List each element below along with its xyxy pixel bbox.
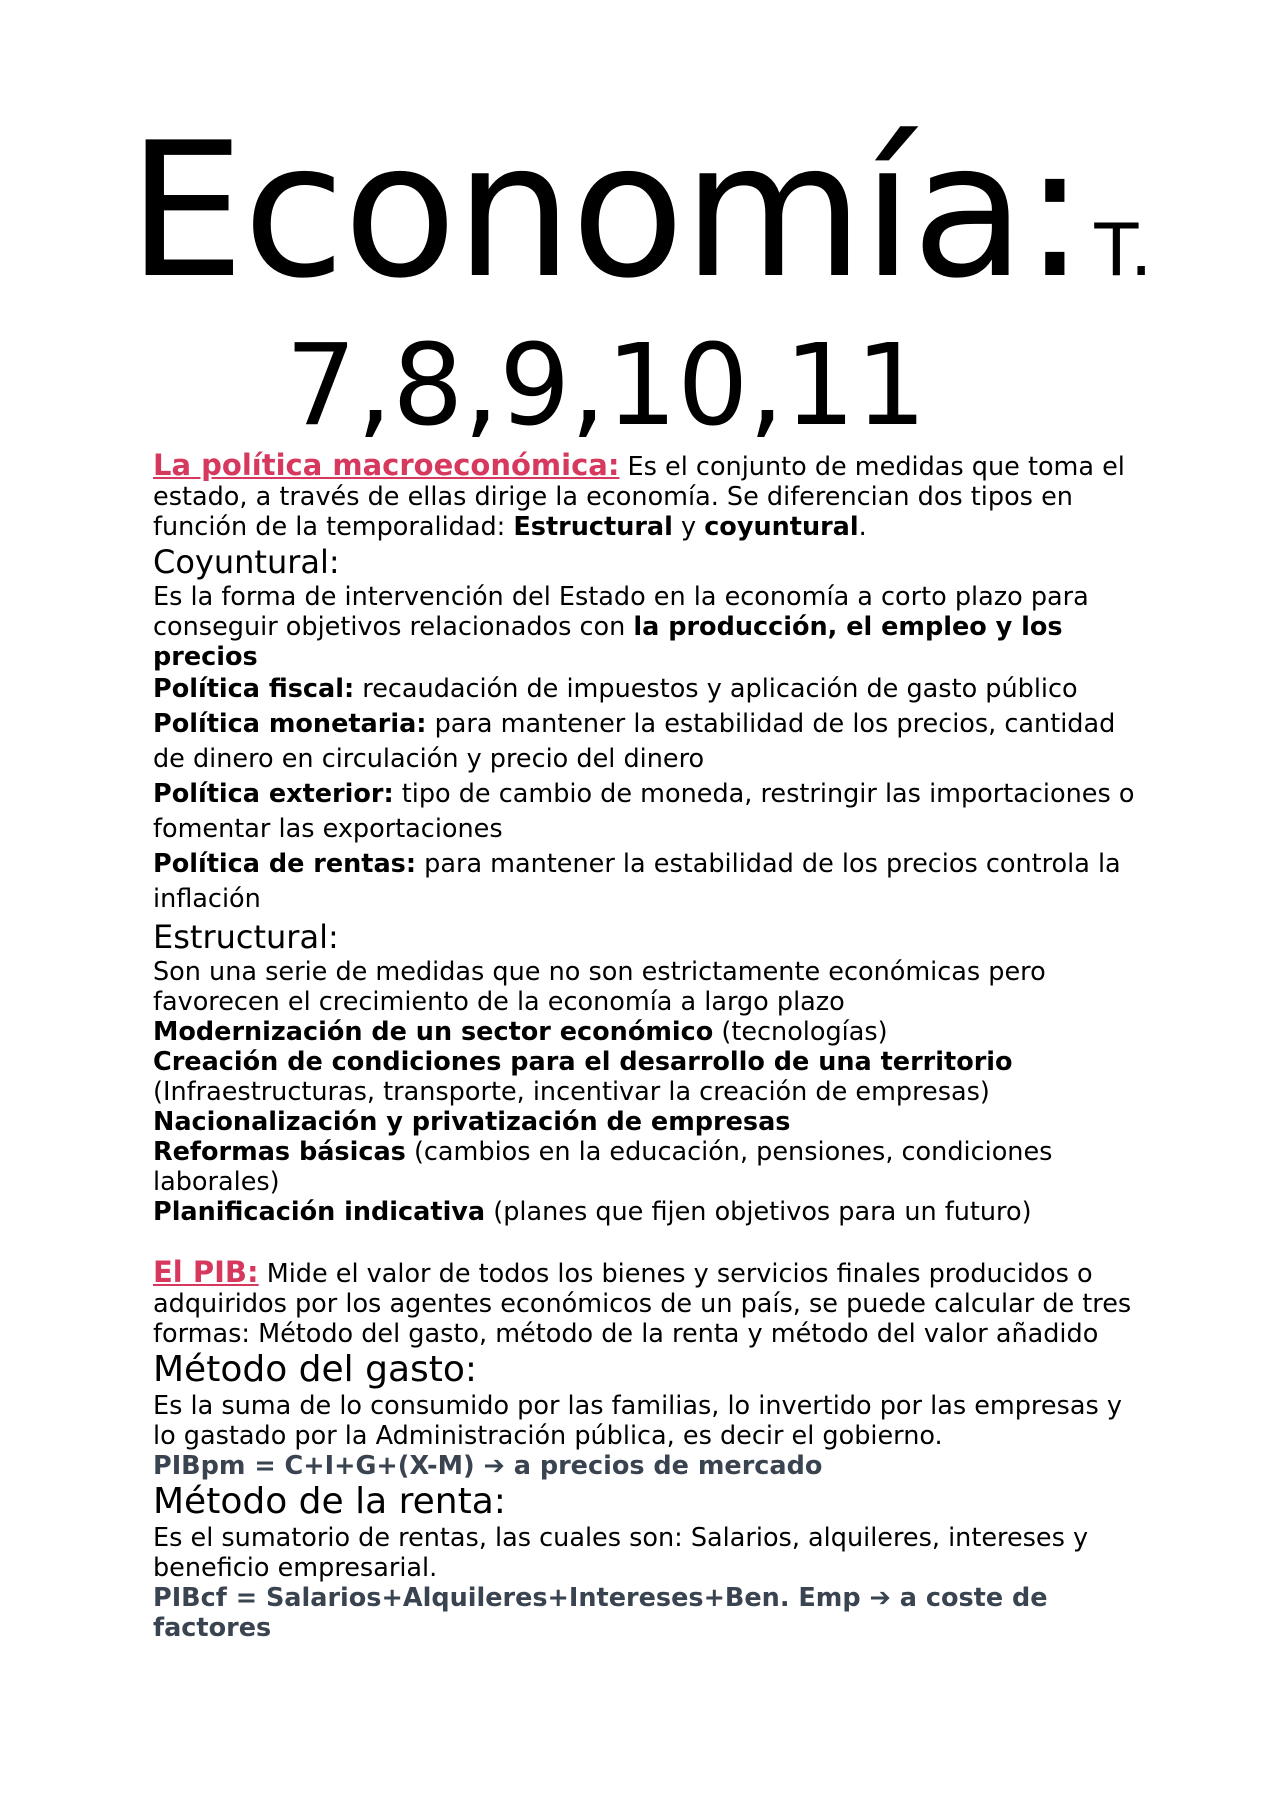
pib-paragraph [153,1257,1143,1349]
intro-heading: La política macroeconómica: [153,448,620,482]
intro-end: . [858,512,867,542]
estructural-heading: Estructural: [153,918,339,956]
item-desc: recaudación de impuestos y aplicación de gasto público [354,674,1078,704]
gasto-text: Es la suma de lo consumido por las familias, lo invertido por las empresas y lo gastado por la Administración pública, es decir el gobierno. [153,1391,1122,1451]
estructural-text: Son una serie de medidas que no son estrictamente económicas pero favorecen el crecimiento de la economía a largo plazo [153,957,1046,1017]
coyuntural-item [153,847,1143,917]
document-body [153,450,1143,1643]
estructural-item [153,1017,1143,1047]
item-desc: para mantener la estabilidad de los precios controla la inflación [153,849,1121,914]
coyuntural-text [153,582,1143,672]
coyuntural-text-bold: la producción, el empleo y los precios [153,612,1063,672]
item-desc: (tecnologías) [713,1017,888,1047]
estructural-item [153,1107,1143,1137]
pib-heading: El PIB: [153,1255,259,1289]
intro-text: Es el conjunto de medidas que toma el estado, a través de ellas dirige la economía. Se diferencian dos tipos en función de la temporalidad: [153,452,1125,542]
renta-heading: Método de la renta: [153,1481,506,1522]
intro-bold-coyuntural: coyuntural [704,512,859,542]
item-desc: (Infraestructuras, transporte, incentivar la creación de empresas) [153,1077,990,1107]
item-term: Reformas básicas [153,1137,406,1167]
title-topics: 7,8,9,10,11 [285,321,927,451]
title-main: Economía: [127,102,1085,319]
item-term: Política monetaria: [153,709,427,739]
renta-text: Es el sumatorio de rentas, las cuales son: Salarios, alquileres, intereses y beneficio empresarial. [153,1523,1089,1583]
item-term: Política exterior: [153,779,394,809]
item-term: Creación de condiciones para el desarrollo de una territorio [153,1047,1013,1077]
intro-bold-estructural: Estructural [513,512,673,542]
title-suffix: T. [1094,208,1153,292]
item-desc: para mantener la estabilidad de los precios, cantidad de dinero en circulación y precio del dinero [153,709,1116,774]
item-term: Nacionalización y privatización de empresas [153,1107,791,1137]
pib-text: Mide el valor de todos los bienes y servicios finales producidos o adquiridos por los agentes económicos de un país, se puede calcular de tres formas: Método del gasto, método de la renta y método del valor añadido [153,1259,1132,1349]
gasto-heading: Método del gasto: [153,1349,478,1390]
item-term: Política de rentas: [153,849,417,879]
intro-paragraph [153,450,1143,542]
estructural-item [153,1047,1143,1107]
coyuntural-item [153,777,1143,847]
estructural-item [153,1137,1143,1197]
intro-mid: y [672,512,705,542]
item-desc: tipo de cambio de moneda, restringir las importaciones o fomentar las exportaciones [153,779,1135,844]
item-term: Política fiscal: [153,674,355,704]
page-title [0,102,1280,319]
item-term: Planificación indicativa [153,1197,486,1227]
gasto-formula: PIBpm = C+I+G+(X-M) ➔ a precios de mercado [153,1451,823,1481]
spacer [153,1227,1143,1257]
coyuntural-heading: Coyuntural: [153,543,340,581]
item-term: Modernización de un sector económico [153,1017,714,1047]
coyuntural-item [153,672,1143,707]
coyuntural-text-body: Es la forma de intervención del Estado en la economía a corto plazo para conseguir objetivos relacionados con [153,582,1089,642]
item-desc: (planes que fijen objetivos para un futuro) [485,1197,1032,1227]
coyuntural-item [153,707,1143,777]
item-desc: (cambios en la educación, pensiones, condiciones laborales) [153,1137,1053,1197]
renta-formula: PIBcf = Salarios+Alquileres+Intereses+Ben. Emp ➔ a coste de factores [153,1583,1048,1643]
estructural-item [153,1197,1143,1227]
